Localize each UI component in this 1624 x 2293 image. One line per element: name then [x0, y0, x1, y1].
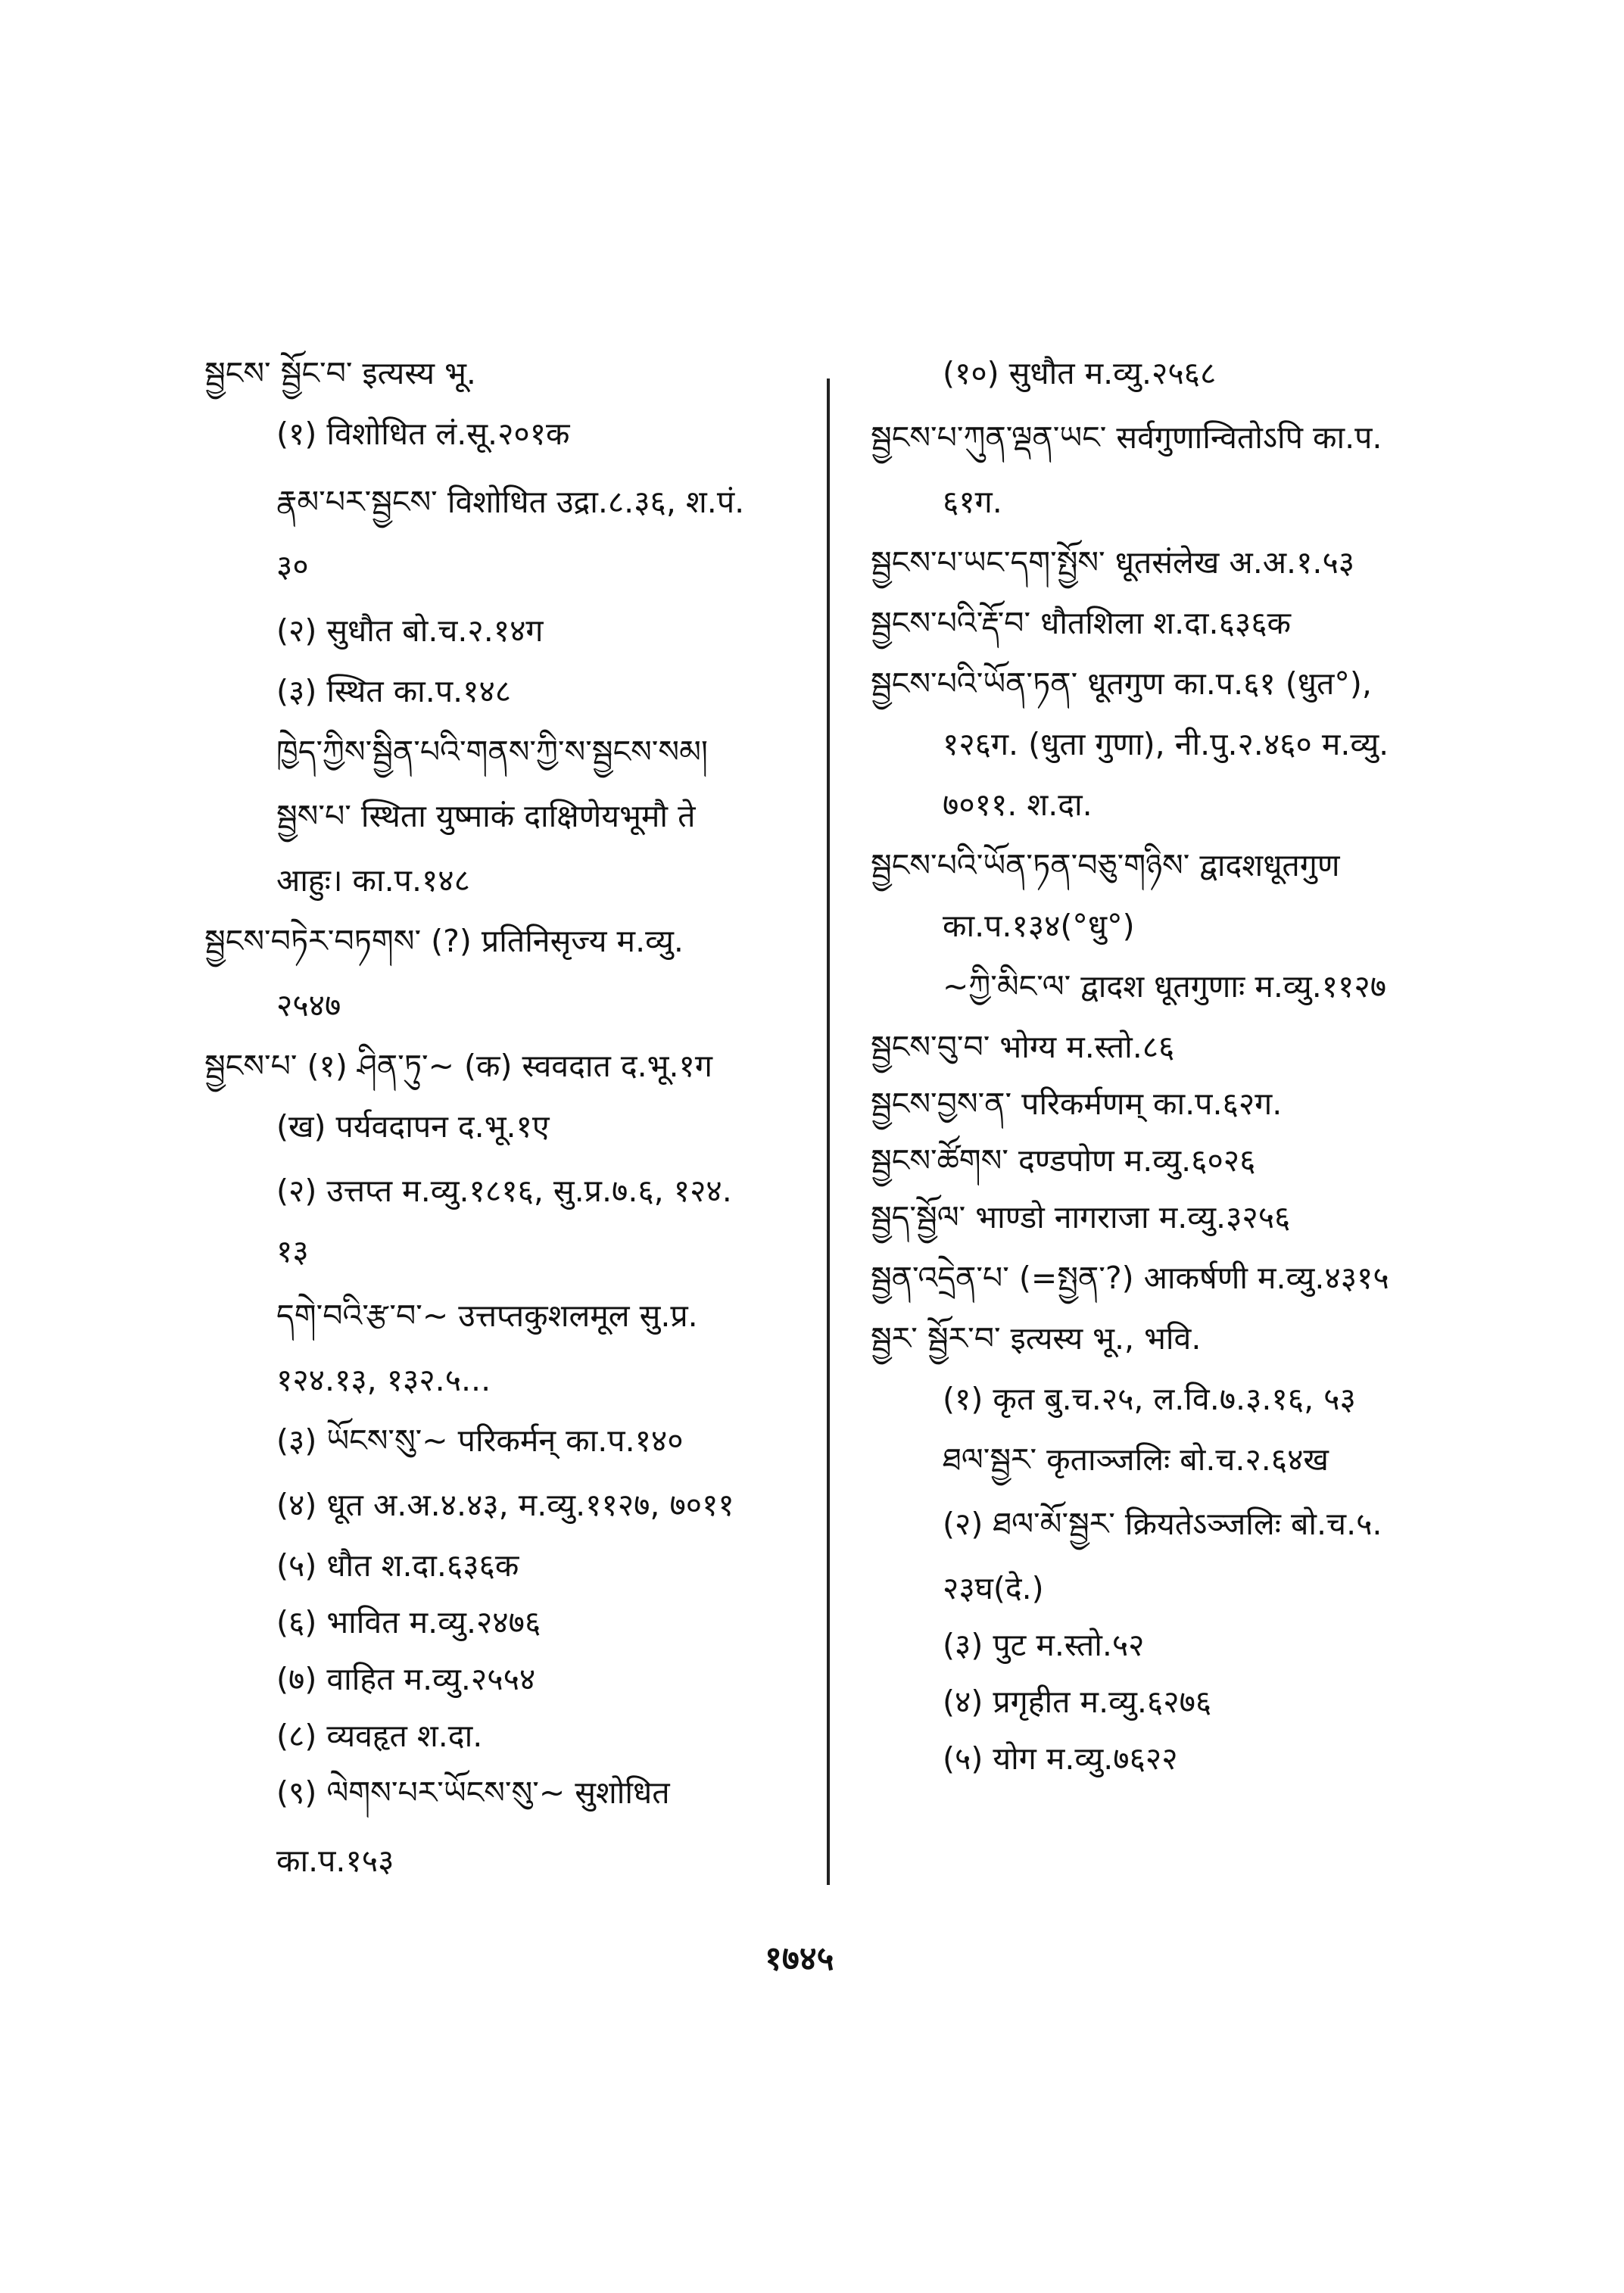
page-number: १७४५ [765, 1939, 834, 1978]
entry-line: ६१ग. [943, 484, 1002, 520]
entry-line: (ख) पर्यवदापन द.भू.१ए [276, 1108, 550, 1145]
entry-line: སྦྱས་པ་ स्थिता युष्माकं दाक्षिणेयभूमौ ते [276, 798, 696, 834]
entry-line: (८) व्यवहृत श.दा. [276, 1718, 483, 1754]
entry-line: སྦྱན་འདྲེན་པ་ (=སྤྱན་?) आकर्षणी म.व्यु.४३१५ [871, 1260, 1389, 1296]
entry-line: १२४.१३, १३२.५... [276, 1362, 491, 1398]
entry-line: (३) पुट म.स्तो.५२ [943, 1627, 1145, 1663]
entry-line: २३घ(दे.) [943, 1570, 1044, 1606]
entry-line: སྦྱངས་པ་ (१) ཤིན་ཏུ་~ (क) स्ववदात द.भू.१ग [204, 1048, 712, 1084]
entry-line: (१) विशोधित लं.सू.२०१क [276, 416, 570, 452]
entry-line: སྦྱངས་པའི་ཡོན་ཏན་ धूतगुण का.प.६१ (धुत°), [871, 665, 1372, 702]
entry-line: ~ཀྱི་མིང་ལ་ द्वादश धूतगुणाः म.व्यु.११२७ [943, 968, 1387, 1005]
entry-line: སྦྱངས་བྱས་ན་ परिकर्मणम् का.प.६२ग. [871, 1086, 1283, 1122]
entry-line: (४) धूत अ.अ.४.४३, म.व्यु.११२७, ७०११ [276, 1487, 734, 1523]
entry-line: སྦྱངས་པ་ཡང་དག་སྤྱོས་ धूतसंलेख अ.अ.१.५३ [871, 544, 1355, 581]
entry-line: २५४७ [276, 987, 341, 1023]
entry-line: का.प.१५३ [276, 1843, 394, 1879]
entry-line: (७) वाहित म.व्यु.२५५४ [276, 1661, 536, 1697]
entry-line: (४) प्रगृहीत म.व्यु.६२७६ [943, 1684, 1212, 1720]
entry-line: का.प.१३४(°धु°) [943, 908, 1135, 944]
entry-line: སྦྱངས་པའི་རྡོ་བ་ धौतशिला श.दा.६३६क [871, 605, 1292, 641]
entry-line: ཁྱེད་ཀྱིས་སྦྱིན་པའི་གནས་ཀྱི་ས་སྦྱངས་སམ། [276, 734, 708, 770]
entry-line: སྦྱངས་ སྦྱོང་བ་ इत्यस्य भू. [204, 355, 476, 391]
entry-line: དགེ་བའི་རྩ་བ་~ उत्तप्तकुशलमूल सु.प्र. [276, 1298, 698, 1334]
entry-line: १२६ग. (धुता गुणा), नी.पु.२.४६० म.व्यु. [943, 726, 1389, 762]
entry-line: སྦྱངས་བུ་བ་ भोग्य म.स्तो.८६ [871, 1029, 1175, 1065]
entry-line: སྦྱད་སྦྱོལ་ भाण्डो नागराजा म.व्यु.३२५६ [871, 1199, 1291, 1235]
entry-line: ७०११. श.दा. [943, 787, 1093, 823]
entry-line: (२) उत्तप्त म.व्यु.१८१६, सु.प्र.७.६, १२४. [276, 1173, 732, 1209]
entry-line: སྦྱངས་ཚོགས་ दण्डपोण म.व्यु.६०२६ [871, 1142, 1256, 1179]
entry-line: (५) धौत श.दा.६३६क [276, 1547, 519, 1584]
entry-line: ཐལ་སྦྱར་ कृताञ्जलिः बो.च.२.६४ख [943, 1441, 1329, 1478]
entry-line: ३० [276, 548, 309, 584]
entry-line: (३) स्थित का.प.१४८ [276, 673, 512, 709]
entry-line: སྦྱངས་པའི་ཡོན་ཏན་བཅུ་གཉིས་ द्वादशधूतगुण [871, 847, 1340, 883]
entry-line: आहुः। का.प.१४८ [276, 862, 470, 899]
entry-line: (९) ལེགས་པར་ཡོངས་སུ་~ सुशोधित [276, 1774, 670, 1811]
column-divider [827, 379, 830, 1885]
entry-line: (६) भावित म.व्यु.२४७६ [276, 1604, 541, 1640]
entry-line: (१०) सुधौत म.व्यु.२५६८ [943, 355, 1217, 391]
entry-line: (५) योग म.व्यु.७६२२ [943, 1740, 1178, 1777]
entry-line: (१) कृत बु.च.२५, ल.वि.७.३.१६, ५३ [943, 1381, 1356, 1417]
entry-line: སྦྱངས་པ་ཀུན་ལྡན་ཡང་ सर्वगुणान्वितोऽपि का.प. [871, 419, 1382, 456]
entry-line: १३ [276, 1233, 309, 1270]
entry-line: (३) ཡོངས་སུ་~ परिकर्मन् का.प.१४० [276, 1422, 684, 1459]
entry-line: སྦྱར་ སྦྱོར་བ་ इत्यस्य भू., भवि. [871, 1320, 1202, 1357]
entry-line: (२) ཐལ་མོ་སྦྱར་ क्रियतेऽञ्जलिः बो.च.५. [943, 1506, 1382, 1542]
entry-line: (२) सुधौत बो.च.२.१४ग [276, 612, 544, 649]
entry-line: རྣམ་པར་སྦྱངས་ विशोधित उद्रा.८.३६, श.पं. [276, 484, 745, 520]
entry-line: སྦྱངས་བཏེར་བཏགས་ (?) प्रतिनिसृज्य म.व्यु. [204, 923, 684, 959]
